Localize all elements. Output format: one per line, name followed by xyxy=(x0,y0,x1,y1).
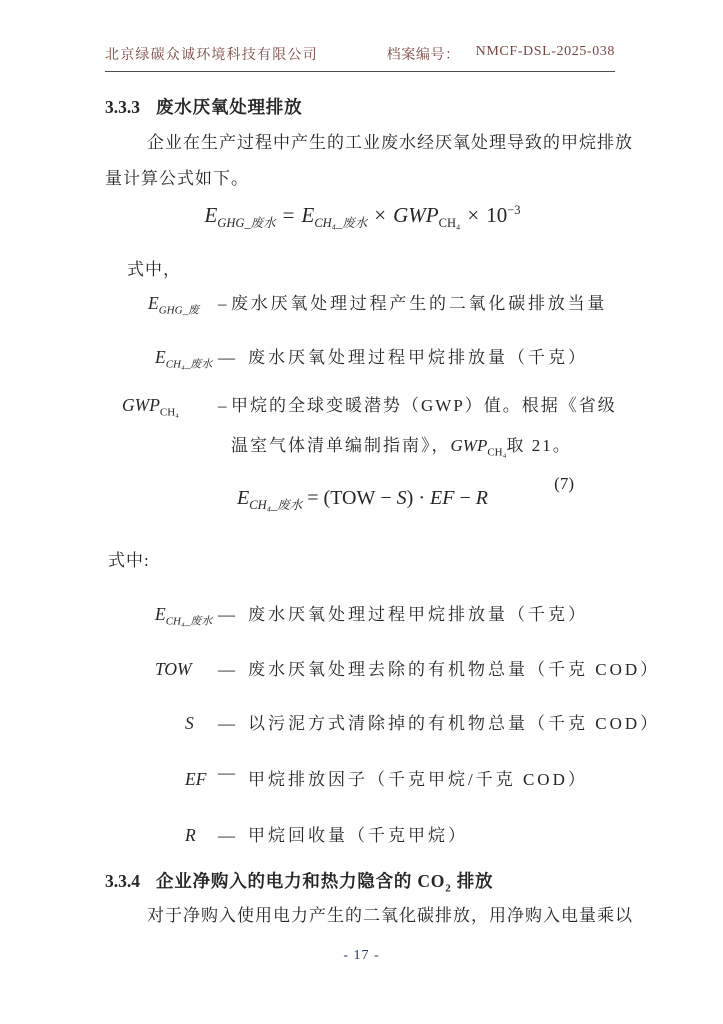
definition-row xyxy=(105,344,620,371)
formula-wastewater-ghg xyxy=(105,203,620,231)
dot-operator: · xyxy=(418,487,425,509)
page-number: - 17 - xyxy=(343,948,380,963)
math-sub: CH₄ xyxy=(438,216,461,231)
section-heading-334 xyxy=(105,868,493,895)
symbol: R xyxy=(185,825,196,845)
times-sign: × xyxy=(374,203,387,227)
where-label: 式中， xyxy=(127,260,181,279)
definition-text: 以污泥方式清除掉的有机物总量（千克 COD） xyxy=(248,714,661,733)
math-var: E xyxy=(301,203,315,227)
math-number: 10 xyxy=(486,203,508,227)
paragraph-line: 对于净购入使用电力产生的二氧化碳排放，用净购入电量乘以 xyxy=(147,906,633,925)
paragraph-line: 量计算公式如下。 xyxy=(105,169,249,188)
archive-label: 档案编号： xyxy=(386,48,460,63)
dash: – xyxy=(218,396,227,415)
times-sign: × xyxy=(467,203,480,227)
math-var: R xyxy=(475,487,488,509)
definition-row xyxy=(105,290,620,317)
formula-methane-block xyxy=(105,474,620,520)
math-exponent: −3 xyxy=(507,203,521,217)
definition-row xyxy=(105,392,620,419)
minus-sign: − xyxy=(459,487,471,509)
definition-text: 废水厌氧处理过程甲烷排放量（千克） xyxy=(248,605,588,624)
inline-math: $GWP_{CH_4}$ xyxy=(450,436,507,459)
dash: — xyxy=(218,348,235,367)
definition-row xyxy=(105,763,620,793)
equals-sign: = xyxy=(282,203,295,227)
symbol: $E_{GHG\_废}$ xyxy=(148,293,200,317)
dash: — xyxy=(218,714,235,733)
section-number: 3.3.3 xyxy=(105,97,140,117)
definition-text: 废水厌氧处理去除的有机物总量（千克 COD） xyxy=(248,660,661,679)
math-var: EF xyxy=(430,487,455,509)
equation-number: (7) xyxy=(554,474,574,493)
math-sub: CH₄_废水 xyxy=(249,498,303,512)
dash: – xyxy=(218,294,227,313)
dash: — xyxy=(218,605,235,624)
equals-sign: = xyxy=(307,487,319,509)
where-label: 式中: xyxy=(108,551,150,570)
dash: — xyxy=(218,826,235,845)
math-sub: GHG_废水 xyxy=(217,216,276,231)
archive-number: NMCF-DSL-2025-038 xyxy=(475,44,615,59)
formula-methane: $E_{CH_4\_废水} = (TOW - S)$ · EF − R xyxy=(237,487,488,512)
company-name: 北京绿碳众诚环境科技有限公司 xyxy=(105,48,318,63)
definition-text: 甲烷的全球变暖潜势（GWP）值。根据《省级 xyxy=(231,396,617,415)
section-heading-333 xyxy=(105,94,302,119)
symbol: EF xyxy=(185,769,207,789)
symbol: S xyxy=(185,713,194,733)
math-var: GWP xyxy=(393,203,439,227)
math-var: E xyxy=(237,487,250,509)
symbol: $E_{CH_4\_废水}$ xyxy=(155,347,213,371)
minus-sign: − xyxy=(380,487,392,509)
archive-number-group xyxy=(387,44,615,64)
symbol: TOW xyxy=(155,659,192,679)
definition-row xyxy=(105,822,620,849)
definition-text: 废水厌氧处理过程甲烷排放量（千克） xyxy=(248,348,588,367)
section-number: 3.3.4 xyxy=(105,871,140,891)
dash: — xyxy=(218,660,235,679)
definition-row xyxy=(105,710,661,737)
definition-text: 甲烷回收量（千克甲烷） xyxy=(248,826,468,845)
definition-row xyxy=(105,601,620,628)
paragraph-line: 企业在生产过程中产生的工业废水经厌氧处理导致的甲烷排放 xyxy=(147,133,633,152)
math-var: S xyxy=(396,487,407,509)
section-title: 废水厌氧处理排放 xyxy=(156,97,303,117)
definition-text: 甲烷排放因子（千克甲烷/千克 COD） xyxy=(248,770,588,789)
definition-text: 废水厌氧处理过程产生的二氧化碳排放当量 xyxy=(231,294,608,313)
definition-row xyxy=(105,656,661,683)
dash: — xyxy=(218,763,235,782)
symbol: $E_{CH_4\_废水}$ xyxy=(155,604,213,628)
math-var: TOW xyxy=(330,487,376,509)
page-header xyxy=(105,44,615,72)
symbol: $GWP_{CH_4}$ xyxy=(122,395,180,419)
section-title: 企业净购入的电力和热力隐含的 $CO_2$ 排放 xyxy=(156,871,494,895)
definition-text-continued: 温室气体清单编制指南》，$GWP_{CH_4}$取 21。 xyxy=(231,436,572,459)
math-sub: CH₄_废水 xyxy=(314,216,368,231)
math-var: E xyxy=(204,203,218,227)
